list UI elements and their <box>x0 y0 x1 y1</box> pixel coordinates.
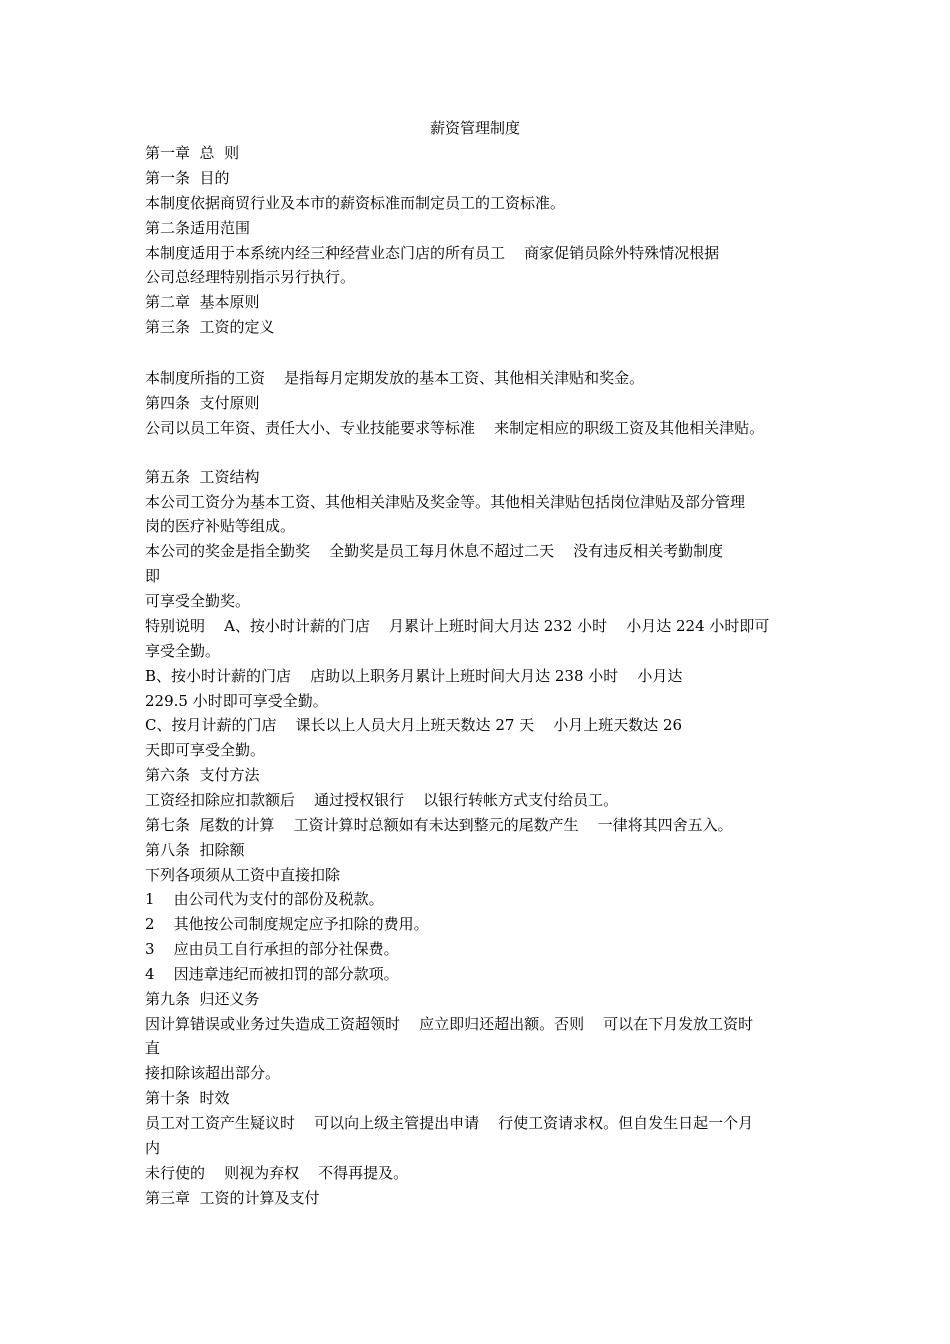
paragraph-line: 特别说明 A、按小时计薪的门店 月累计上班时间大月达 232 小时 小月达 224 小时即可 <box>145 617 770 635</box>
paragraph-line: 工资经扣除应扣款额后 通过授权银行 以银行转帐方式支付给员工。 <box>145 791 619 809</box>
paragraph-line: 即 <box>145 567 161 585</box>
article-heading: 第三条 工资的定义 <box>145 318 275 336</box>
paragraph-line: 公司总经理特别指示另行执行。 <box>145 268 356 286</box>
article-heading: 第五条 工资结构 <box>145 468 260 486</box>
article-heading: 第六条 支付方法 <box>145 766 260 784</box>
paragraph-line: 接扣除该超出部分。 <box>145 1064 281 1082</box>
article-heading: 第十条 时效 <box>145 1089 230 1107</box>
paragraph-line: B、按小时计薪的门店 店助以上职务月累计上班时间大月达 238 小时 小月达 <box>145 667 683 685</box>
paragraph-line: 可享受全勤奖。 <box>145 592 251 610</box>
article-heading: 第八条 扣除额 <box>145 841 245 859</box>
paragraph-line: 因计算错误或业务过失造成工资超领时 应立即归还超出额。否则 可以在下月发放工资时 <box>145 1015 754 1033</box>
paragraph-line: 本制度依据商贸行业及本市的薪资标准而制定员工的工资标准。 <box>145 194 566 212</box>
list-item: 1 由公司代为支付的部份及税款。 <box>145 890 384 908</box>
paragraph-line: 享受全勤。 <box>145 642 221 660</box>
article-heading: 第四条 支付原则 <box>145 394 260 412</box>
paragraph-line: 本公司工资分为基本工资、其他相关津贴及奖金等。其他相关津贴包括岗位津贴及部分管理 <box>145 493 746 511</box>
paragraph-line: 未行使的 则视为弃权 不得再提及。 <box>145 1164 409 1182</box>
list-item: 4 因违章违纪而被扣罚的部分款项。 <box>145 965 399 983</box>
chapter-heading: 第一章 总 则 <box>145 144 240 162</box>
article-heading: 第九条 归还义务 <box>145 990 260 1008</box>
chapter-heading: 第三章 工资的计算及支付 <box>145 1189 320 1207</box>
paragraph-line: 公司以员工年资、责任大小、专业技能要求等标准 来制定相应的职级工资及其他相关津贴。 <box>145 419 765 437</box>
article-heading: 第二条适用范围 <box>145 219 251 237</box>
paragraph-line: 员工对工资产生疑议时 可以向上级主管提出申请 行使工资请求权。但自发生日起一个月 <box>145 1114 754 1132</box>
paragraph-line: 229.5 小时即可享受全勤。 <box>145 692 328 710</box>
paragraph-line: 直 <box>145 1039 161 1057</box>
article-heading: 第一条 目的 <box>145 169 230 187</box>
chapter-heading: 第二章 基本原则 <box>145 293 260 311</box>
list-item: 2 其他按公司制度规定应予扣除的费用。 <box>145 915 429 933</box>
paragraph-line: 岗的医疗补贴等组成。 <box>145 517 296 535</box>
paragraph-line: C、按月计薪的门店 课长以上人员大月上班天数达 27 天 小月上班天数达 26 <box>145 716 683 734</box>
paragraph-line: 下列各项须从工资中直接扣除 <box>145 866 341 884</box>
paragraph-line: 本公司的奖金是指全勤奖 全勤奖是员工每月休息不超过二天 没有违反相关考勤制度 <box>145 542 724 560</box>
paragraph-line: 本制度所指的工资 是指每月定期发放的基本工资、其他相关津贴和奖金。 <box>145 369 645 387</box>
document-title: 薪资管理制度 <box>429 119 520 137</box>
paragraph-line: 内 <box>145 1139 161 1157</box>
paragraph-line: 本制度适用于本系统内经三种经营业态门店的所有员工 商家促销员除外特殊情况根据 <box>145 244 720 262</box>
list-item: 3 应由员工自行承担的部分社保费。 <box>145 940 399 958</box>
paragraph-line: 第七条 尾数的计算 工资计算时总额如有未达到整元的尾数产生 一律将其四舍五入。 <box>145 816 733 834</box>
paragraph-line: 天即可享受全勤。 <box>145 741 266 759</box>
